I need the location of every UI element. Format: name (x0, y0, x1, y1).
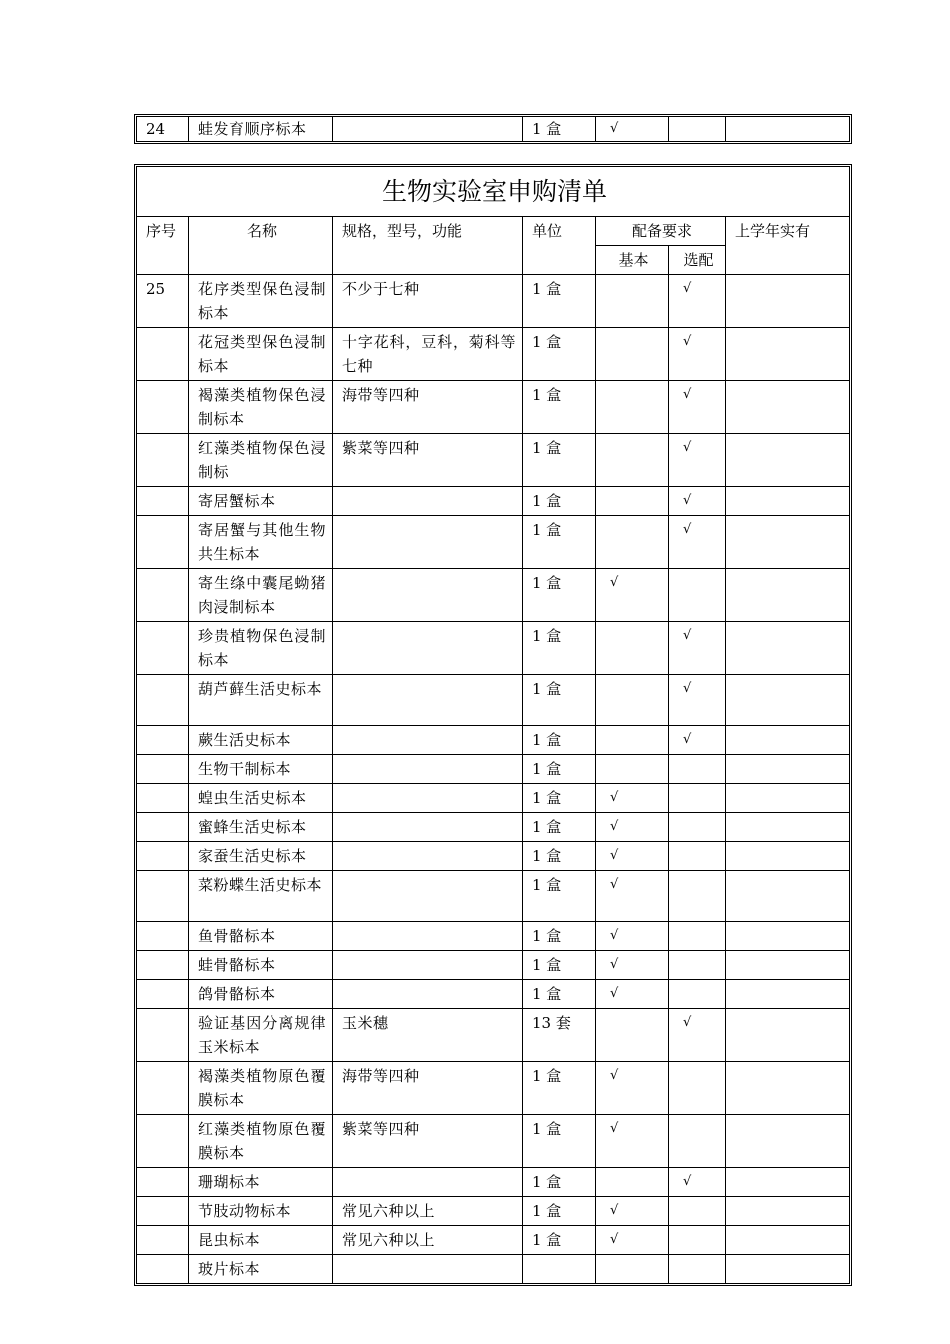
basic-check: √ (596, 569, 669, 622)
optional-check: √ (669, 675, 726, 726)
item-name: 验证基因分离规律玉米标本 (189, 1009, 333, 1062)
existing-count (726, 726, 850, 755)
existing-count (726, 951, 850, 980)
table-row (137, 980, 850, 1009)
header-optional: 选配 (669, 246, 726, 275)
basic-check: √ (596, 951, 669, 980)
item-name: 寄居蟹标本 (189, 487, 333, 516)
basic-check: √ (596, 117, 669, 142)
item-spec (333, 1255, 523, 1284)
existing-count (726, 487, 850, 516)
item-unit: 1 盒 (523, 1226, 596, 1255)
optional-check (669, 980, 726, 1009)
optional-check (669, 813, 726, 842)
item-spec (333, 813, 523, 842)
item-name: 红藻类植物保色浸制标 (189, 434, 333, 487)
item-spec: 紫菜等四种 (333, 1115, 523, 1168)
basic-check (596, 516, 669, 569)
row-number (137, 1226, 189, 1255)
header-unit: 单位 (523, 217, 596, 275)
header-row (137, 217, 850, 246)
item-unit: 1 盒 (523, 922, 596, 951)
item-spec (333, 726, 523, 755)
basic-check (596, 726, 669, 755)
item-spec (333, 117, 523, 142)
item-spec (333, 980, 523, 1009)
basic-check (596, 434, 669, 487)
item-name: 玻片标本 (189, 1255, 333, 1284)
item-unit: 1 盒 (523, 842, 596, 871)
title-row (137, 167, 850, 217)
optional-check (669, 117, 726, 142)
table-row (137, 487, 850, 516)
row-number: 24 (137, 117, 189, 142)
item-unit: 1 盒 (523, 275, 596, 328)
optional-check: √ (669, 726, 726, 755)
item-name: 葫芦藓生活史标本 (189, 675, 333, 726)
optional-check (669, 1255, 726, 1284)
row-number (137, 434, 189, 487)
row-number (137, 569, 189, 622)
item-unit: 1 盒 (523, 1168, 596, 1197)
item-name: 花冠类型保色浸制标本 (189, 328, 333, 381)
item-spec (333, 516, 523, 569)
row-number: 25 (137, 275, 189, 328)
optional-check (669, 1115, 726, 1168)
optional-check (669, 951, 726, 980)
row-number (137, 842, 189, 871)
item-name: 花序类型保色浸制标本 (189, 275, 333, 328)
table-row (137, 381, 850, 434)
existing-count (726, 784, 850, 813)
optional-check: √ (669, 381, 726, 434)
table-row (137, 622, 850, 675)
item-unit: 1 盒 (523, 813, 596, 842)
item-unit: 1 盒 (523, 516, 596, 569)
optional-check (669, 1226, 726, 1255)
row-number (137, 381, 189, 434)
basic-check: √ (596, 980, 669, 1009)
item-name: 寄生绦中囊尾蚴猪肉浸制标本 (189, 569, 333, 622)
table-row (137, 516, 850, 569)
row-number (137, 487, 189, 516)
existing-count (726, 1115, 850, 1168)
row-number (137, 675, 189, 726)
optional-check (669, 569, 726, 622)
item-name: 昆虫标本 (189, 1226, 333, 1255)
row-number (137, 951, 189, 980)
table-row (137, 1062, 850, 1115)
item-name: 蕨生活史标本 (189, 726, 333, 755)
basic-check: √ (596, 922, 669, 951)
existing-count (726, 871, 850, 922)
existing-count (726, 1255, 850, 1284)
basic-check (596, 275, 669, 328)
item-unit: 1 盒 (523, 871, 596, 922)
table-body (137, 275, 850, 1284)
item-unit: 1 盒 (523, 1062, 596, 1115)
optional-check (669, 1197, 726, 1226)
item-spec: 不少于七种 (333, 275, 523, 328)
item-name: 生物干制标本 (189, 755, 333, 784)
row-number (137, 1115, 189, 1168)
item-unit: 1 盒 (523, 117, 596, 142)
existing-count (726, 328, 850, 381)
basic-check (596, 675, 669, 726)
item-name: 褐藻类植物保色浸制标本 (189, 381, 333, 434)
table-row (137, 755, 850, 784)
item-unit: 1 盒 (523, 569, 596, 622)
item-spec: 海带等四种 (333, 381, 523, 434)
basic-check: √ (596, 1197, 669, 1226)
row-number (137, 328, 189, 381)
item-name: 家蚕生活史标本 (189, 842, 333, 871)
existing-count (726, 1009, 850, 1062)
existing-count (726, 675, 850, 726)
basic-check (596, 1009, 669, 1062)
row-number (137, 726, 189, 755)
existing-count (726, 755, 850, 784)
optional-check: √ (669, 328, 726, 381)
page-title: 生物实验室申购清单 (137, 167, 850, 217)
item-spec (333, 951, 523, 980)
item-unit: 1 盒 (523, 675, 596, 726)
row-number (137, 622, 189, 675)
table-row (137, 1255, 850, 1284)
header-num: 序号 (137, 217, 189, 275)
existing-count (726, 842, 850, 871)
basic-check: √ (596, 784, 669, 813)
existing-count (726, 381, 850, 434)
item-spec (333, 675, 523, 726)
table-row (137, 328, 850, 381)
table-row (137, 842, 850, 871)
existing-count (726, 1226, 850, 1255)
basic-check (596, 622, 669, 675)
table-row (137, 871, 850, 922)
item-name: 褐藻类植物原色覆膜标本 (189, 1062, 333, 1115)
basic-check: √ (596, 871, 669, 922)
row-number (137, 980, 189, 1009)
existing-count (726, 275, 850, 328)
table-row (137, 117, 850, 142)
item-spec (333, 842, 523, 871)
optional-check (669, 842, 726, 871)
existing-count (726, 1168, 850, 1197)
item-unit: 1 盒 (523, 622, 596, 675)
purchase-list-table (136, 166, 850, 1284)
item-name: 鱼骨骼标本 (189, 922, 333, 951)
item-spec (333, 922, 523, 951)
existing-count (726, 1197, 850, 1226)
existing-count (726, 1062, 850, 1115)
existing-count (726, 434, 850, 487)
item-unit: 1 盒 (523, 755, 596, 784)
optional-check (669, 1062, 726, 1115)
basic-check (596, 1255, 669, 1284)
item-name: 节肢动物标本 (189, 1197, 333, 1226)
row-number (137, 1168, 189, 1197)
item-spec (333, 784, 523, 813)
item-unit: 1 盒 (523, 784, 596, 813)
basic-check (596, 1168, 669, 1197)
row-number (137, 1255, 189, 1284)
item-name: 寄居蟹与其他生物共生标本 (189, 516, 333, 569)
optional-check: √ (669, 622, 726, 675)
basic-check (596, 328, 669, 381)
optional-check (669, 871, 726, 922)
optional-check: √ (669, 516, 726, 569)
table-row (137, 1168, 850, 1197)
row-number (137, 871, 189, 922)
optional-check: √ (669, 487, 726, 516)
item-spec (333, 871, 523, 922)
optional-check: √ (669, 1168, 726, 1197)
item-spec (333, 1168, 523, 1197)
previous-page-row-table (136, 116, 850, 142)
table-row (137, 784, 850, 813)
item-unit (523, 1255, 596, 1284)
table-row (137, 922, 850, 951)
optional-check: √ (669, 275, 726, 328)
row-number (137, 813, 189, 842)
row-number (137, 1062, 189, 1115)
row-number (137, 755, 189, 784)
optional-check: √ (669, 1009, 726, 1062)
existing-count (726, 516, 850, 569)
existing-count (726, 117, 850, 142)
optional-check (669, 755, 726, 784)
table-row (137, 1115, 850, 1168)
basic-check: √ (596, 1226, 669, 1255)
item-spec: 紫菜等四种 (333, 434, 523, 487)
row-number (137, 516, 189, 569)
item-spec (333, 569, 523, 622)
row-number (137, 922, 189, 951)
table-row (137, 726, 850, 755)
table-row (137, 1009, 850, 1062)
table-row (137, 951, 850, 980)
row-number (137, 784, 189, 813)
item-unit: 1 盒 (523, 951, 596, 980)
basic-check: √ (596, 1115, 669, 1168)
item-name: 鸽骨骼标本 (189, 980, 333, 1009)
item-name: 蝗虫生活史标本 (189, 784, 333, 813)
item-name: 蛙发育顺序标本 (189, 117, 333, 142)
item-name: 蜜蜂生活史标本 (189, 813, 333, 842)
optional-check (669, 784, 726, 813)
item-unit: 1 盒 (523, 328, 596, 381)
existing-count (726, 922, 850, 951)
table-row (137, 275, 850, 328)
table-row (137, 675, 850, 726)
item-name: 红藻类植物原色覆膜标本 (189, 1115, 333, 1168)
existing-count (726, 813, 850, 842)
optional-check: √ (669, 434, 726, 487)
item-unit: 1 盒 (523, 381, 596, 434)
header-spec: 规格，型号，功能 (333, 217, 523, 275)
table-row (137, 813, 850, 842)
item-unit: 1 盒 (523, 487, 596, 516)
table-row (137, 434, 850, 487)
basic-check (596, 487, 669, 516)
item-unit: 1 盒 (523, 980, 596, 1009)
item-spec (333, 487, 523, 516)
table-row (137, 569, 850, 622)
table-row (137, 1226, 850, 1255)
item-spec (333, 755, 523, 784)
item-spec: 常见六种以上 (333, 1226, 523, 1255)
table-row (137, 1197, 850, 1226)
item-spec: 海带等四种 (333, 1062, 523, 1115)
item-unit: 1 盒 (523, 1115, 596, 1168)
header-existing: 上学年实有 (726, 217, 850, 275)
basic-check: √ (596, 1062, 669, 1115)
item-name: 蛙骨骼标本 (189, 951, 333, 980)
basic-check (596, 381, 669, 434)
item-name: 珊瑚标本 (189, 1168, 333, 1197)
item-unit: 1 盒 (523, 726, 596, 755)
header-name: 名称 (189, 217, 333, 275)
row-number (137, 1009, 189, 1062)
item-name: 菜粉蝶生活史标本 (189, 871, 333, 922)
basic-check (596, 755, 669, 784)
row-number (137, 1197, 189, 1226)
item-spec: 常见六种以上 (333, 1197, 523, 1226)
header-requirement: 配备要求 (596, 217, 726, 246)
optional-check (669, 922, 726, 951)
existing-count (726, 569, 850, 622)
item-name: 珍贵植物保色浸制标本 (189, 622, 333, 675)
item-spec (333, 622, 523, 675)
item-spec: 玉米穗 (333, 1009, 523, 1062)
item-unit: 1 盒 (523, 1197, 596, 1226)
existing-count (726, 622, 850, 675)
basic-check: √ (596, 813, 669, 842)
item-unit: 13 套 (523, 1009, 596, 1062)
item-spec: 十字花科，豆科，菊科等七种 (333, 328, 523, 381)
item-unit: 1 盒 (523, 434, 596, 487)
header-basic: 基本 (596, 246, 669, 275)
existing-count (726, 980, 850, 1009)
basic-check: √ (596, 842, 669, 871)
